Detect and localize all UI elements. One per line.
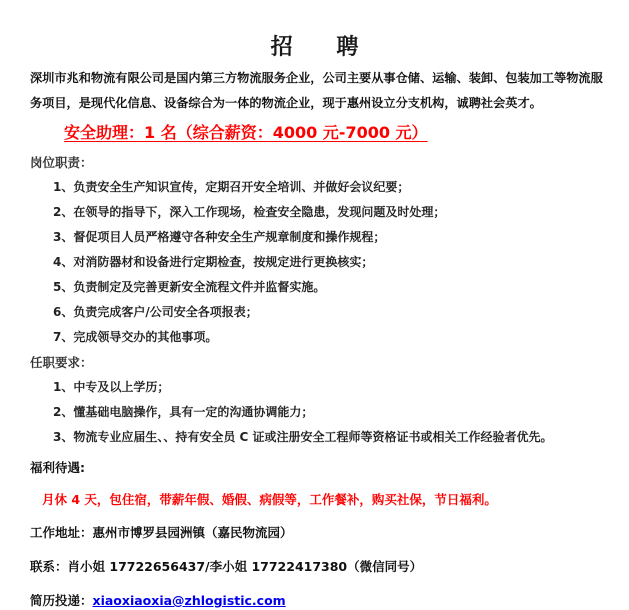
address-value: 惠州市博罗县园洲镇（嘉民物流园） xyxy=(92,525,293,540)
duty-item: 7、完成领导交办的其他事项。 xyxy=(53,330,218,344)
requirement-item: 3、物流专业应届生、、持有安全员 C 证或注册安全工程师等资格证书或相关工作经验者优先。 xyxy=(53,430,553,444)
work-address xyxy=(30,523,293,541)
address-label: 工作地址： xyxy=(30,525,93,540)
duties-heading: 岗位职责： xyxy=(30,155,93,170)
resume-label: 简历投递： xyxy=(30,593,93,608)
benefits-text: 月休 4 天，包住宿，带薪年假、婚假、病假等，工作餐补，购买社保，节日福利。 xyxy=(42,492,497,507)
duty-item: 2、在领导的指导下，深入工作现场，检查安全隐患，发现问题及时处理； xyxy=(53,205,446,219)
resume-email-link[interactable]: xiaoxiaoxia@zhlogistic.com xyxy=(92,593,286,608)
contact-info xyxy=(30,557,422,575)
company-intro: 深圳市兆和物流有限公司是国内第三方物流服务企业，公司主要从事仓储、运输、装卸、包装加工等物流服务项目，是现代化信息、设备综合为一体的物流企业，现于惠州设立分支机构，诚聘社会英才。 xyxy=(30,71,603,110)
contact-value: 肖小姐 17722656437/李小姐 17722417380（微信同号） xyxy=(67,559,423,574)
requirements-heading: 任职要求： xyxy=(30,355,93,370)
duty-item: 1、负责安全生产知识宣传，定期召开安全培训、并做好会议纪要； xyxy=(53,180,410,194)
duty-item: 5、负责制定及完善更新安全流程文件并监督实施。 xyxy=(53,280,326,294)
contact-label: 联系： xyxy=(30,559,68,574)
benefits-heading: 福利待遇: xyxy=(30,460,85,475)
duty-item: 4、对消防器材和设备进行定期检查，按规定进行更换核实； xyxy=(53,255,374,269)
duty-item: 3、督促项目人员严格遵守各种安全生产规章制度和操作规程； xyxy=(53,230,386,244)
duty-item: 6、负责完成客户/公司安全各项报表； xyxy=(53,305,258,319)
requirement-item: 2、懂基础电脑操作，具有一定的沟通协调能力； xyxy=(53,405,314,419)
resume-submission xyxy=(30,591,286,609)
job-position: 安全助理：1 名（综合薪资：4000 元-7000 元） xyxy=(64,123,428,142)
page-title: 招 聘 xyxy=(270,35,377,60)
requirement-item: 1、中专及以上学历； xyxy=(53,380,170,394)
